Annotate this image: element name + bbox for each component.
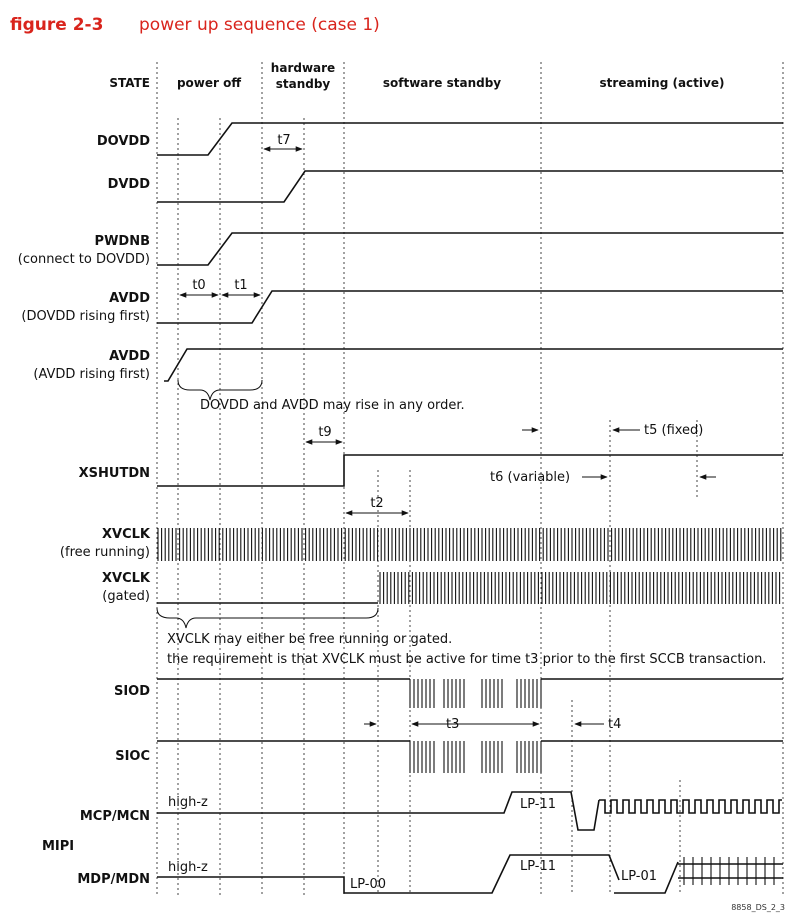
label-mcp-mcn: MCP/MCN <box>79 809 150 824</box>
label-dvdd: DVDD <box>107 177 150 192</box>
wave-pwdnb <box>157 233 783 265</box>
wave-xvclk-free-running <box>158 528 781 561</box>
wave-sioc <box>157 741 783 773</box>
wave-avdd-dovdd-first <box>157 291 783 323</box>
label-avdd-dovdd-first: AVDD <box>109 291 150 306</box>
wave-xvclk-gated <box>157 572 780 604</box>
state-hardware-standby-line2: standby <box>275 77 331 91</box>
state-header <box>109 61 724 91</box>
note-xvclk-line2: the requirement is that XVCLK must be active for time t3 prior to the first SCCB transaction. <box>167 652 767 667</box>
timing-annotations <box>157 133 766 732</box>
note-xvclk-line1: XVCLK may either be free running or gated. <box>167 632 453 647</box>
mcp-lp11: LP-11 <box>520 797 557 812</box>
wave-xshutdn <box>157 455 783 486</box>
timing-t9: t9 <box>318 425 332 440</box>
wave-dvdd <box>157 171 783 202</box>
state-streaming: streaming (active) <box>599 76 725 90</box>
mdp-lp01: LP-01 <box>621 869 658 884</box>
label-mipi: MIPI <box>42 839 75 854</box>
wave-dovdd <box>157 123 783 155</box>
timing-t2: t2 <box>370 496 384 511</box>
document-code: 8858_DS_2_3 <box>731 903 785 912</box>
mdp-lp11: LP-11 <box>520 859 557 874</box>
timing-t7: t7 <box>277 133 291 148</box>
label-xshutdn: XSHUTDN <box>78 466 150 481</box>
wave-mcp-mcn <box>157 792 782 830</box>
timing-t5: t5 (fixed) <box>644 423 704 438</box>
state-hardware-standby-line1: hardware <box>270 61 336 75</box>
state-label: STATE <box>109 76 150 90</box>
label-siod: SIOD <box>113 684 150 699</box>
label-pwdnb-sub: (connect to DOVDD) <box>17 252 150 267</box>
label-xvclk-free: XVCLK <box>102 527 150 542</box>
label-xvclk-gated-sub: (gated) <box>102 589 150 604</box>
timing-t1: t1 <box>234 278 248 293</box>
figure-title: power up sequence (case 1) <box>139 15 380 35</box>
phase-dividers <box>157 62 783 895</box>
label-avdd-avdd-first: AVDD <box>109 349 150 364</box>
brace-xvclk <box>157 608 378 628</box>
label-xvclk-free-sub: (free running) <box>59 545 150 560</box>
state-software-standby: software standby <box>382 76 502 90</box>
timing-t3: t3 <box>446 717 460 732</box>
wave-mdp-mdn <box>157 855 783 893</box>
label-sioc: SIOC <box>115 749 150 764</box>
timing-t4: t4 <box>608 717 622 732</box>
mdp-lp00: LP-00 <box>350 877 387 892</box>
wave-avdd-avdd-first <box>164 349 783 381</box>
timing-t0: t0 <box>192 278 206 293</box>
state-power-off: power off <box>176 76 242 90</box>
note-any-order: DOVDD and AVDD may rise in any order. <box>200 398 465 413</box>
timing-t6: t6 (variable) <box>490 470 571 485</box>
mdp-high-z: high-z <box>168 860 208 875</box>
label-mdp-mdn: MDP/MDN <box>77 872 150 887</box>
wave-siod <box>157 679 783 708</box>
label-dovdd: DOVDD <box>96 134 150 149</box>
label-avdd-avdd-first-sub: (AVDD rising first) <box>33 367 150 382</box>
label-xvclk-gated: XVCLK <box>102 571 150 586</box>
mcp-high-z: high-z <box>168 795 208 810</box>
label-pwdnb: PWDNB <box>94 234 150 249</box>
signal-labels <box>18 134 151 887</box>
figure-number: figure 2-3 <box>10 15 104 35</box>
label-avdd-dovdd-first-sub: (DOVDD rising first) <box>21 309 150 324</box>
